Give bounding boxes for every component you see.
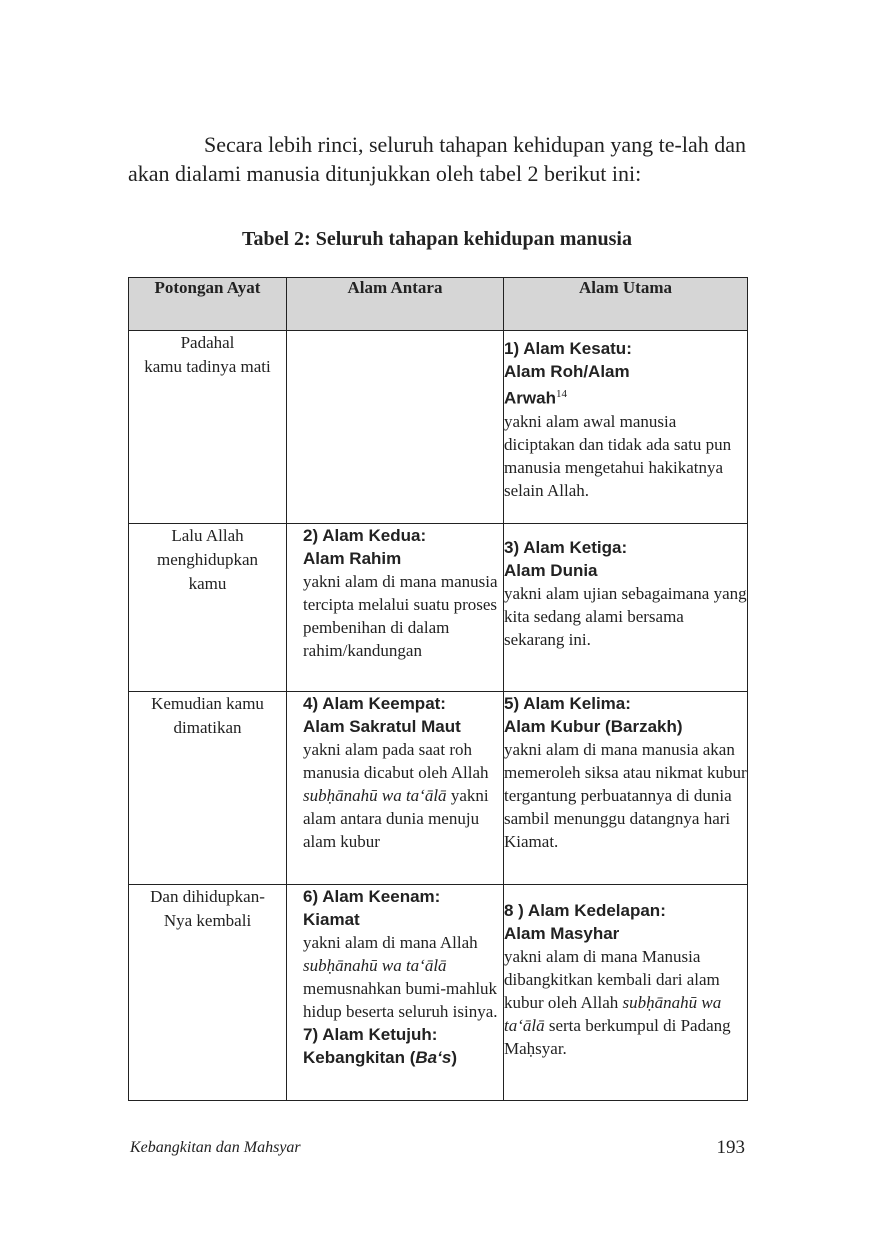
ayat-line: Nya kembali xyxy=(163,911,252,930)
header-alam-antara: Alam Antara xyxy=(287,278,504,331)
footer-book-title: Kebangkitan dan Mahsyar xyxy=(130,1139,301,1156)
table-row xyxy=(129,331,748,524)
table-row xyxy=(129,885,748,1101)
stage-title: 5) Alam Kelima: xyxy=(504,694,631,713)
stage-title xyxy=(504,383,747,410)
desc-text: yakni alam di mana Manusia dibangkitkan kembali dari alam kubur oleh Allah xyxy=(504,947,720,1012)
table-row xyxy=(129,692,748,885)
stage-description: yakni alam di mana manusia akan memeroleh siksa atau nikmat kubur tergantung perbuatannya di dunia sambil menunggu datangnya hari Kiamat. xyxy=(504,740,747,851)
stage-title: 7) Alam Ketujuh: xyxy=(303,1025,438,1044)
ayat-cell xyxy=(129,692,287,885)
antara-cell xyxy=(287,692,504,885)
intro-text: Secara lebih rinci, seluruh tahapan kehidupan yang te-lah dan akan dialami manusia ditunjukkan oleh tabel 2 berikut ini: xyxy=(128,132,746,186)
stage-title-text: Arwah xyxy=(504,388,556,408)
stage-title: Alam Dunia xyxy=(504,561,598,580)
stage-title: Alam Kubur (Barzakh) xyxy=(504,717,683,736)
ayat-line: Kemudian kamu xyxy=(151,694,264,713)
desc-text: yakni alam di mana Allah xyxy=(303,933,478,952)
header-potongan-ayat: Potongan Ayat xyxy=(129,278,287,331)
ayat-line: Dan dihidupkan- xyxy=(150,887,265,906)
header-alam-utama: Alam Utama xyxy=(504,278,748,331)
table-header-row xyxy=(129,278,748,331)
ayat-line: kamu tadinya mati xyxy=(144,357,271,376)
desc-italic: subḥānahū wa ta‘ālā xyxy=(303,956,447,975)
desc-text: memusnahkan bumi-mahluk hidup beserta seluruh isinya. xyxy=(303,979,498,1021)
stage-description xyxy=(303,738,503,853)
table-caption: Tabel 2: Seluruh tahapan kehidupan manusia xyxy=(242,228,632,250)
title-text: ) xyxy=(451,1048,457,1067)
stage-title: Alam Masyhar xyxy=(504,924,620,943)
ayat-line: kamu xyxy=(188,574,227,593)
stage-title: Kiamat xyxy=(303,910,360,929)
stage-title: Alam Rahim xyxy=(303,549,402,568)
stage-description: yakni alam awal manusia diciptakan dan tidak ada satu pun manusia mengetahui hakikatnya selain Allah. xyxy=(504,411,732,500)
utama-cell xyxy=(504,885,748,1101)
stage-title: 1) Alam Kesatu: xyxy=(504,339,632,358)
stage-title: 2) Alam Kedua: xyxy=(303,526,427,545)
utama-cell xyxy=(504,692,748,885)
stages-table xyxy=(128,277,748,1101)
desc-italic: subḥānahū wa ta‘ālā xyxy=(303,786,447,805)
desc-text: serta berkumpul di Padang Maḥsyar. xyxy=(504,1016,731,1058)
stage-title: 6) Alam Keenam: xyxy=(303,887,441,906)
table-row xyxy=(129,524,748,692)
footer-page-number: 193 xyxy=(716,1137,745,1158)
stage-description: yakni alam di mana manusia tercipta melalui suatu proses pembenihan di dalam rahim/kandungan xyxy=(303,572,498,660)
footnote-ref: 14 xyxy=(555,388,567,400)
stage-title: Alam Sakratul Maut xyxy=(303,717,461,736)
antara-cell xyxy=(287,524,504,692)
stage-title: 8 ) Alam Kedelapan: xyxy=(504,901,666,920)
ayat-line: menghidupkan xyxy=(156,550,259,569)
utama-cell xyxy=(504,524,748,692)
desc-text: yakni alam pada saat roh manusia dicabut oleh Allah xyxy=(303,740,489,782)
stage-title: 4) Alam Keempat: xyxy=(303,694,446,713)
stage-title: 3) Alam Ketiga: xyxy=(504,538,628,557)
title-text: Kebangkitan ( xyxy=(303,1048,416,1067)
ayat-cell xyxy=(129,885,287,1101)
ayat-cell xyxy=(129,331,287,524)
intro-paragraph xyxy=(128,130,746,188)
ayat-line: dimatikan xyxy=(173,718,242,737)
desc-italic: subḥānahū wa ta‘ālā xyxy=(504,993,722,1035)
ayat-line: Padahal xyxy=(180,333,235,352)
stage-description xyxy=(504,945,747,1060)
antara-cell xyxy=(287,885,504,1101)
desc-text: yakni alam antara dunia menuju alam kubur xyxy=(303,786,489,851)
antara-cell-empty xyxy=(287,331,504,524)
stage-description xyxy=(303,931,503,1023)
utama-cell xyxy=(504,331,748,524)
ayat-line: Lalu Allah xyxy=(171,526,244,545)
stage-title: Alam Roh/Alam xyxy=(504,362,630,381)
stage-title xyxy=(303,1046,503,1069)
stage-description: yakni alam ujian sebagaimana yang kita sedang alami bersama sekarang ini. xyxy=(504,584,747,649)
ayat-cell xyxy=(129,524,287,692)
title-italic: Ba‘s xyxy=(415,1048,452,1067)
